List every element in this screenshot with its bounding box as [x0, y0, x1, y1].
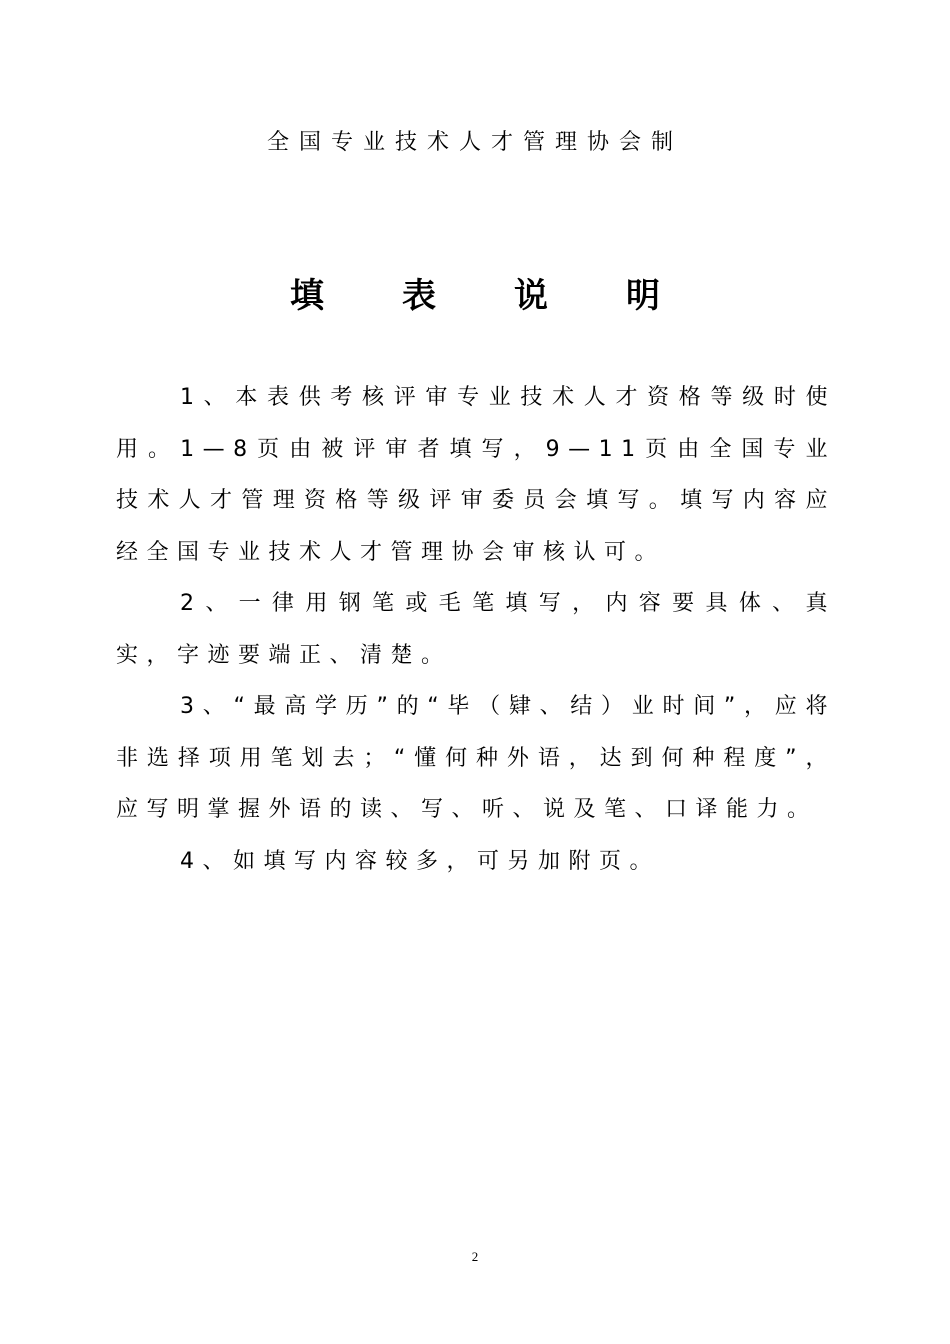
instruction-item-2: 2、一律用钢笔或毛笔填写，内容要具体、真实，字迹要端正、清楚。	[116, 591, 836, 668]
instruction-item-3: 3、“最高学历”的“毕（肄、结）业时间”，应将非选择项用笔划去；“懂何种外语，达到何种程度”，应写明掌握外语的读、写、听、说及笔、口译能力。	[116, 694, 836, 822]
page-number: 2	[471, 1249, 479, 1264]
instruction-item-4: 4、如填写内容较多，可另加附页。	[180, 848, 660, 874]
instructions-body	[116, 372, 836, 887]
page-title: 填表说明	[290, 276, 738, 316]
instruction-item-1: 1、本表供考核评审专业技术人才资格等级时使用。1—8页由被评审者填写，9—11页由全国专业技术人才管理资格等级评审委员会填写。填写内容应经全国专业技术人才管理协会审核认可。	[116, 385, 836, 565]
issuer-line: 全国专业技术人才管理协会制	[266, 130, 683, 155]
